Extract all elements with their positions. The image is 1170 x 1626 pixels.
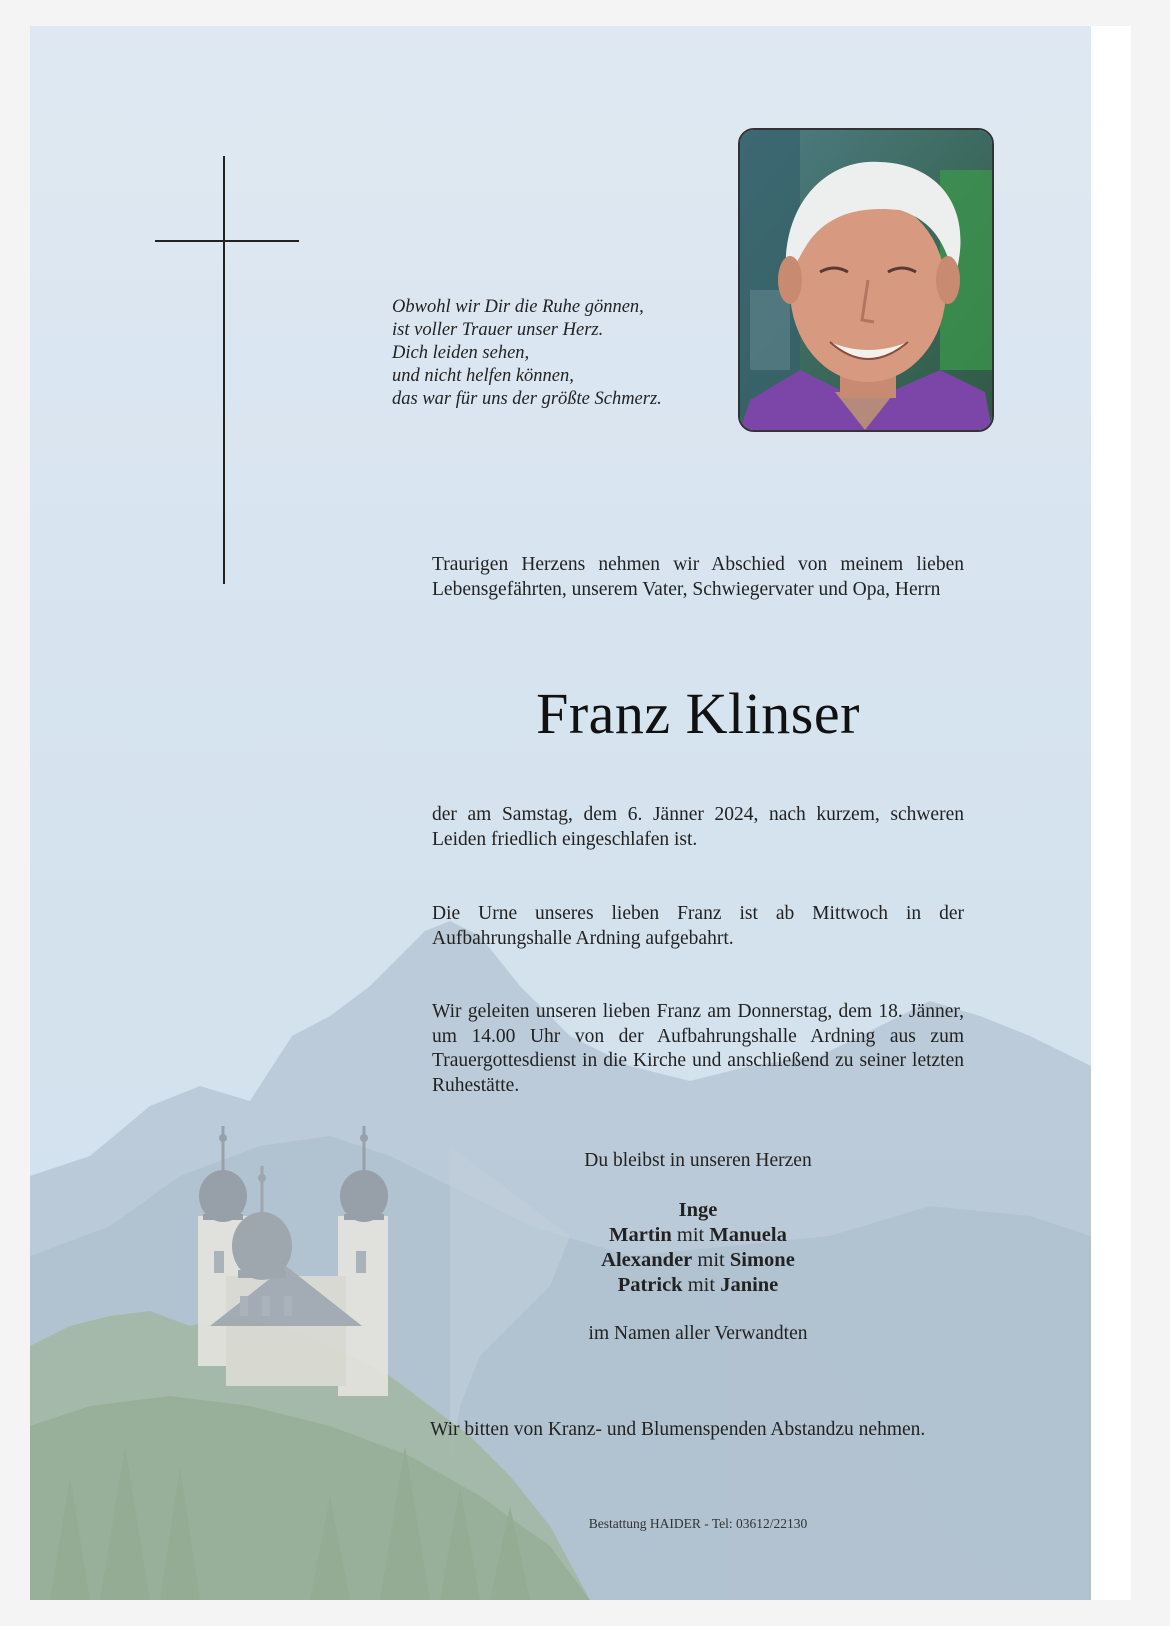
- intro-text: Traurigen Herzens nehmen wir Abschied von meinem lieben Lebensgefährten, unserem Vater, Schwiegervater und Opa, Herrn: [432, 554, 964, 600]
- family-connector: mit: [692, 1249, 730, 1271]
- family-name: Manuela: [709, 1224, 787, 1246]
- family-connector: mit: [671, 1224, 710, 1246]
- funeral-home-footer: Bestattung HAIDER - Tel: 03612/22130: [588, 1516, 808, 1531]
- urn-notice: Die Urne unseres lieben Franz ist ab Mittwoch in der Aufbahrungshalle Ardning aufgebahrt.: [432, 903, 964, 949]
- closing-phrase: Du bleibst in unseren Herzen: [584, 1150, 812, 1171]
- portrait-image: [740, 130, 992, 430]
- family-connector: mit: [682, 1274, 721, 1296]
- flowers-note: Wir bitten von Kranz- und Blumenspenden Abstandzu nehmen.: [430, 1419, 926, 1440]
- sheet-right-margin: [1091, 26, 1131, 1600]
- poem-line: ist voller Trauer unser Herz.: [392, 320, 604, 340]
- relatives-line: im Namen aller Verwandten: [588, 1323, 808, 1344]
- family-name: Patrick: [617, 1274, 683, 1296]
- poem-line: Obwohl wir Dir die Ruhe gönnen,: [392, 297, 644, 317]
- poem-line: Dich leiden sehen,: [392, 343, 530, 363]
- family-name: Simone: [729, 1249, 795, 1271]
- cross-icon-vertical: [223, 156, 225, 584]
- deceased-name: Franz Klinser: [536, 681, 860, 746]
- memorial-poem: [392, 296, 722, 411]
- family-name: Alexander: [601, 1249, 693, 1271]
- funeral-notice: Wir geleiten unseren lieben Franz am Donnerstag, dem 18. Jänner, um 14.00 Uhr von der Aufbahrungshalle Ardning aus zum Trauergottesdienst in die Kirche und anschließend zu seiner letzten Ruhestätte.: [432, 1001, 964, 1096]
- family-member: [432, 1223, 964, 1248]
- family-name: Inge: [678, 1199, 718, 1221]
- poem-line: das war für uns der größte Schmerz.: [392, 389, 662, 409]
- family-name: Martin: [609, 1224, 672, 1246]
- family-name: Janine: [720, 1274, 779, 1296]
- poem-line: und nicht helfen können,: [392, 366, 574, 386]
- cross-icon-horizontal: [155, 240, 299, 242]
- family-member: [432, 1273, 964, 1298]
- death-notice: der am Samstag, dem 6. Jänner 2024, nach kurzem, schweren Leiden friedlich eingeschlafen ist.: [432, 804, 964, 850]
- portrait-photo: [738, 128, 994, 432]
- family-member: [432, 1248, 964, 1273]
- family-member: [432, 1198, 964, 1223]
- family-list: [432, 1198, 964, 1298]
